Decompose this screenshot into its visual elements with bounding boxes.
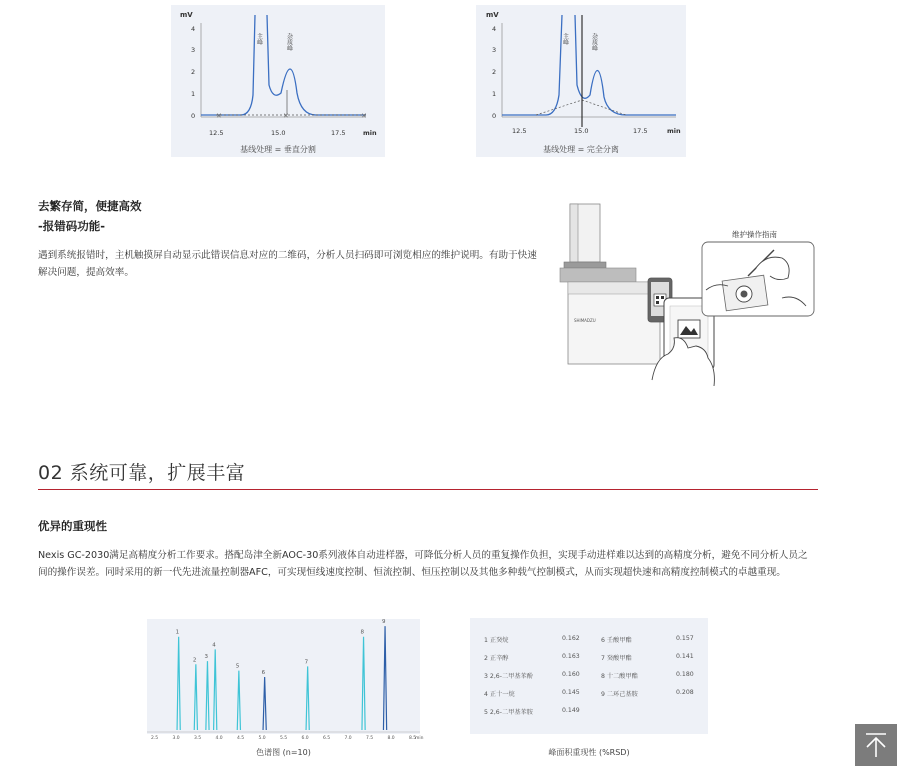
peak-number-label: 9 (382, 619, 386, 626)
x-tick: 15.0 (271, 129, 286, 137)
y-tick: 1 (492, 90, 497, 98)
y-unit: mV (180, 11, 193, 19)
rsd-value: 0.180 (676, 671, 694, 678)
section-divider (38, 489, 818, 490)
instrument-illustration (556, 198, 818, 388)
x-tick: 8.0 (387, 736, 395, 741)
x-unit: min (415, 736, 424, 741)
x-tick: 15.0 (574, 127, 589, 135)
y-unit: mV (486, 11, 499, 19)
x-tick: 2.5 (151, 736, 159, 741)
x-unit: min (667, 127, 681, 135)
x-unit: min (363, 129, 377, 137)
y-tick: 4 (492, 25, 497, 33)
svg-text:SHIMADZU: SHIMADZU (574, 318, 596, 323)
chromatogram-panel (133, 612, 430, 762)
rsd-name: 1 正癸烷 (484, 637, 509, 644)
rsd-value: 0.162 (562, 635, 580, 642)
x-tick: 12.5 (209, 129, 224, 137)
arrow-up-icon (864, 732, 888, 758)
x-tick: 12.5 (512, 127, 527, 135)
rsd-caption: 峰面积重现性 (%RSD) (548, 748, 630, 757)
guide-label: 维护操作指南 (732, 230, 777, 239)
chart-full-separation-plot (476, 5, 686, 157)
chromatogram-chart (133, 612, 430, 742)
peak-label-impurity: 杂质峰 (285, 33, 293, 51)
rsd-name: 4 正十一烷 (484, 691, 515, 698)
section-body: Nexis GC-2030满足高精度分析工作要求。搭配岛津全新AOC-30系列液体自动进样器，可降低分析人员的重复操作负担，实现手动进样难以达到的高精度分析，避免不同分析人员之间的操作误差。同时采用的新一代先进流量控制器AFC，可实现恒线速度控制、恒流控制、恒压控制以及其他多种载气控制模式，从而实现超快速和高精度控制模式的卓越重现。 (38, 550, 808, 578)
y-tick: 3 (492, 46, 497, 54)
rsd-value: 0.145 (562, 689, 580, 696)
peak-number-label: 8 (360, 629, 365, 636)
y-tick: 0 (191, 112, 196, 120)
rsd-value: 0.163 (562, 653, 580, 660)
section-title: 02 系统可靠，扩展丰富 (38, 462, 246, 484)
rsd-value: 0.157 (676, 635, 694, 642)
peak-number-label: 6 (261, 670, 266, 676)
peak-label-main: 主峰 (255, 33, 263, 45)
y-tick: 4 (191, 25, 196, 33)
section-subheading: 优异的重现性 (38, 519, 107, 533)
x-tick: 5.0 (258, 736, 266, 741)
svg-text:✕: ✕ (216, 112, 222, 120)
rsd-name: 8 十二酸甲酯 (601, 673, 638, 680)
peak-number-label: 3 (204, 654, 208, 661)
y-tick: 3 (191, 46, 196, 54)
rsd-name: 7 癸酸甲酯 (601, 655, 632, 662)
x-tick: 4.0 (215, 736, 223, 741)
peak-number-label: 1 (175, 629, 180, 636)
x-tick: 8.5 (409, 736, 417, 741)
x-tick: 17.5 (331, 129, 346, 137)
rsd-name: 5 2,6-二甲基苯胺 (484, 709, 533, 716)
x-tick: 6.5 (323, 736, 331, 741)
x-tick: 17.5 (633, 127, 648, 135)
rsd-value: 0.208 (676, 689, 694, 696)
x-tick: 3.0 (172, 736, 180, 741)
x-tick: 3.5 (194, 736, 202, 741)
chart-caption: 基线处理 = 垂直分割 (240, 145, 316, 154)
rsd-value: 0.141 (676, 653, 694, 660)
y-tick: 1 (191, 90, 196, 98)
x-tick: 4.5 (237, 736, 245, 741)
x-tick: 7.0 (344, 736, 352, 741)
rsd-name: 9 二环己基胺 (601, 691, 638, 698)
x-tick: 7.5 (366, 736, 374, 741)
svg-text:✕: ✕ (361, 112, 367, 120)
peak-number-label: 7 (304, 659, 309, 666)
peak-number-label: 2 (192, 657, 197, 664)
back-to-top-button[interactable] (855, 724, 897, 766)
peak-label-main: 主峰 (561, 33, 569, 45)
peak-number-label: 5 (235, 663, 240, 670)
chromatogram-caption: 色谱图 (n=10) (256, 748, 311, 757)
rsd-panel (470, 618, 708, 762)
svg-text:✕: ✕ (283, 112, 289, 120)
x-tick: 6.0 (301, 736, 309, 741)
y-tick: 0 (492, 112, 497, 120)
y-tick: 2 (191, 68, 196, 76)
rsd-name: 3 2,6-二甲基苯酚 (484, 673, 533, 680)
feature-subheading: -报错码功能- (38, 219, 106, 233)
rsd-name: 2 正辛醇 (484, 655, 509, 662)
rsd-name: 6 壬酸甲酯 (601, 637, 632, 644)
feature-heading: 去繁存简，便捷高效 (38, 199, 142, 213)
chart-vertical-split (171, 5, 385, 157)
rsd-value: 0.149 (562, 707, 580, 714)
chart-caption: 基线处理 = 完全分离 (543, 145, 619, 154)
chart-vertical-split-plot (171, 5, 385, 157)
feature-body: 遇到系统报错时，主机触摸屏自动显示此错误信息对应的二维码，分析人员扫码即可浏览相应的维护说明。有助于快速解决问题，提高效率。 (38, 250, 537, 278)
rsd-value: 0.160 (562, 671, 580, 678)
peak-number-label: 4 (212, 642, 216, 649)
chart-full-separation (476, 5, 686, 157)
y-tick: 2 (492, 68, 497, 76)
peak-label-impurity: 杂质峰 (590, 33, 598, 51)
x-tick: 5.5 (280, 736, 288, 741)
